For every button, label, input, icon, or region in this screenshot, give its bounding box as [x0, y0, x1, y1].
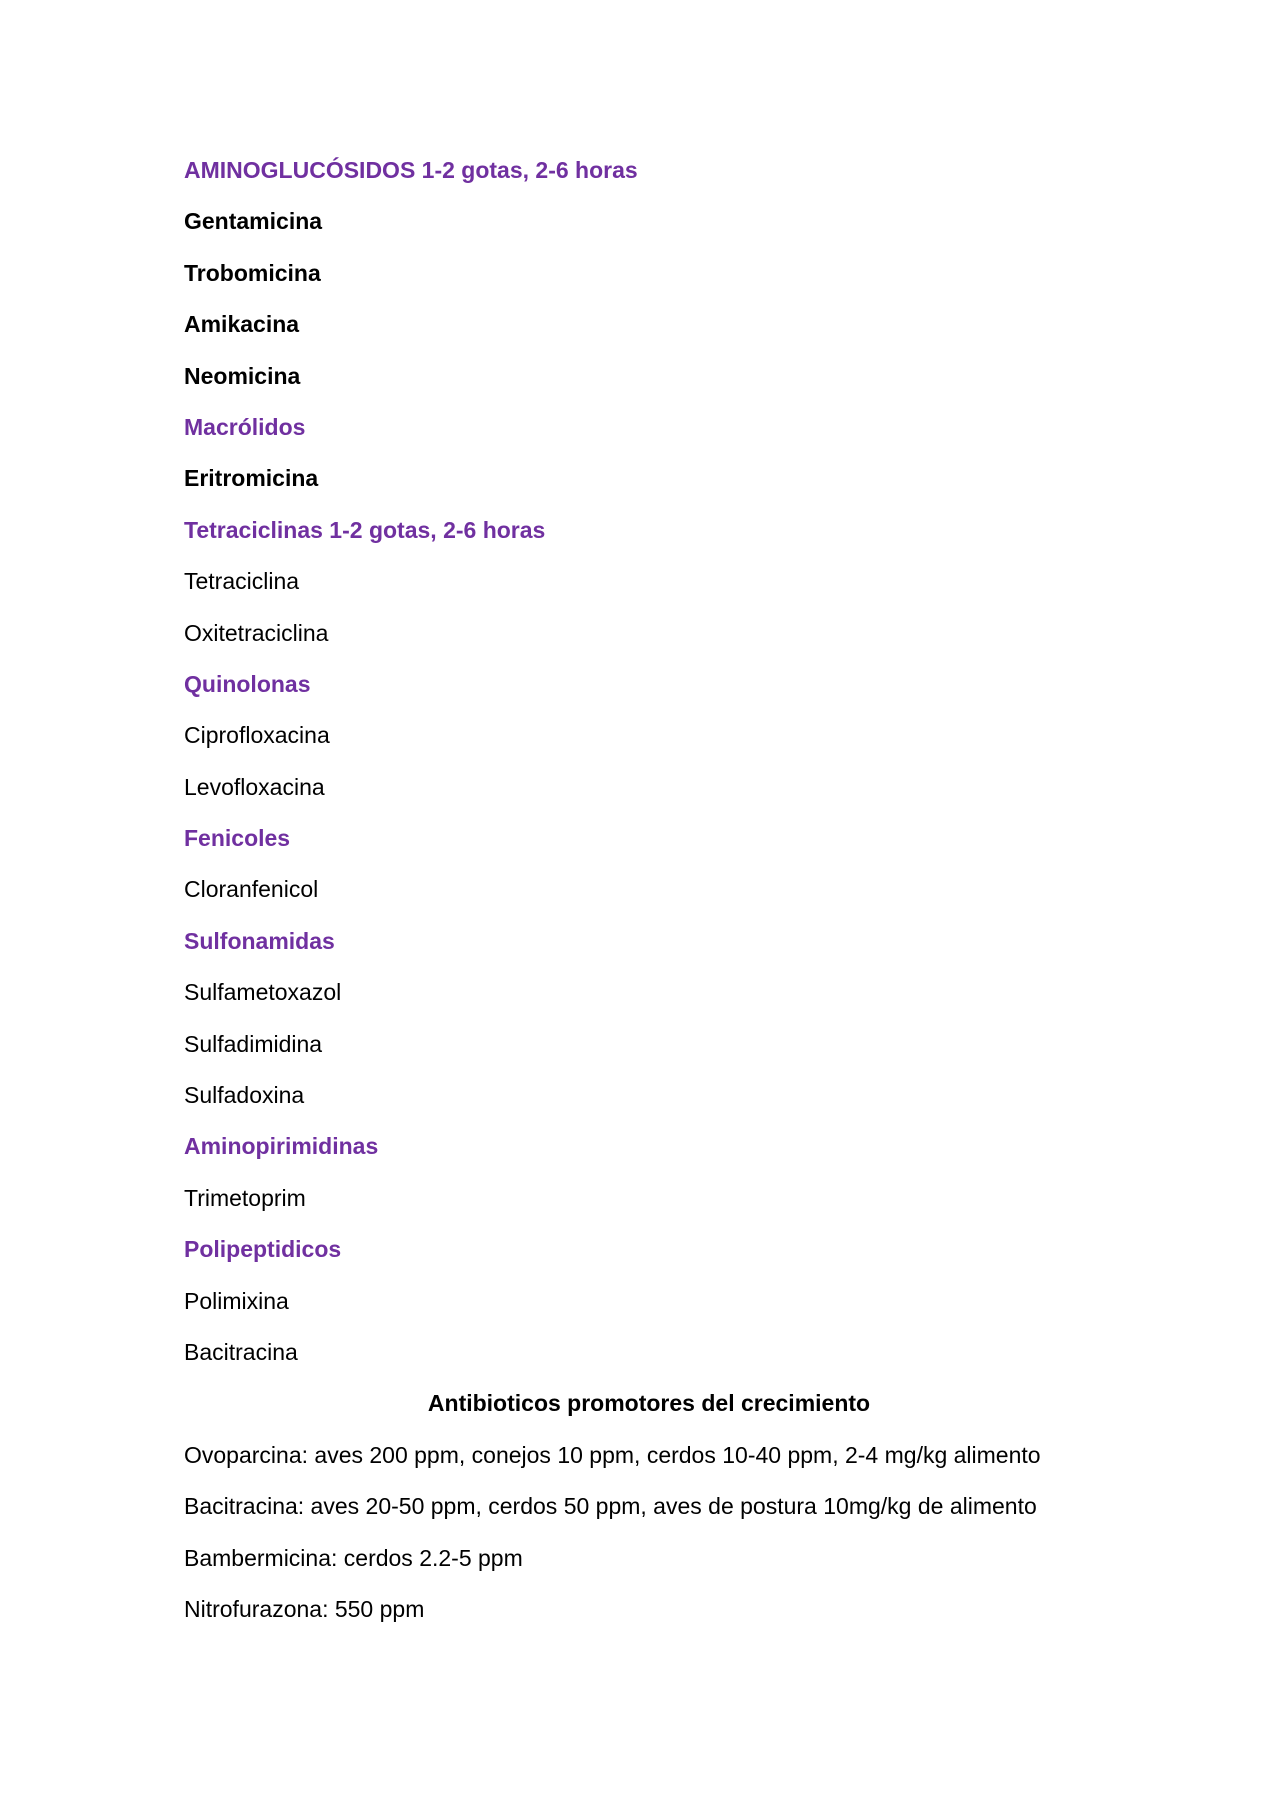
item-trimetoprim: Trimetoprim [184, 1184, 306, 1211]
heading-sulfonamidas: Sulfonamidas [184, 927, 335, 954]
item-oxitetraciclina: Oxitetraciclina [184, 619, 329, 646]
dose-bambermicina: Bambermicina: cerdos 2.2-5 ppm [184, 1544, 523, 1571]
item-polimixina: Polimixina [184, 1287, 289, 1314]
item-neomicina: Neomicina [184, 362, 301, 389]
item-sulfametoxazol: Sulfametoxazol [184, 979, 342, 1006]
item-levofloxacina: Levofloxacina [184, 773, 325, 800]
heading-tetraciclinas: Tetraciclinas 1-2 gotas, 2-6 horas [184, 516, 546, 543]
item-ciprofloxacina: Ciprofloxacina [184, 722, 330, 749]
item-gentamicina: Gentamicina [184, 208, 323, 235]
item-cloranfenicol: Cloranfenicol [184, 876, 319, 903]
item-amikacina: Amikacina [184, 311, 300, 338]
item-trobomicina: Trobomicina [184, 259, 321, 286]
dose-bacitracina: Bacitracina: aves 20-50 ppm, cerdos 50 ppm, aves de postura 10mg/kg de alimento [184, 1493, 1037, 1520]
dose-nitrofurazona: Nitrofurazona: 550 ppm [184, 1595, 425, 1622]
item-sulfadoxina: Sulfadoxina [184, 1082, 305, 1109]
heading-polipeptidicos: Polipeptidicos [184, 1236, 342, 1263]
heading-aminoglucosidos: AMINOGLUCÓSIDOS 1-2 gotas, 2-6 horas [184, 157, 638, 183]
dose-ovoparcina: Ovoparcina: aves 200 ppm, conejos 10 ppm, cerdos 10-40 ppm, 2-4 mg/kg alimento [184, 1441, 1041, 1468]
item-bacitracina: Bacitracina [184, 1338, 298, 1365]
heading-macrolidos: Macrólidos [184, 413, 306, 440]
document-body [184, 152, 1114, 1642]
heading-fenicoles: Fenicoles [184, 825, 291, 852]
heading-aminopirimidinas: Aminopirimidinas [184, 1133, 379, 1160]
item-tetraciclina: Tetraciclina [184, 568, 300, 595]
item-sulfadimidina: Sulfadimidina [184, 1030, 323, 1057]
item-eritromicina: Eritromicina [184, 465, 319, 492]
section-title-promotores: Antibioticos promotores del crecimiento [427, 1390, 871, 1417]
heading-quinolonas: Quinolonas [184, 670, 311, 697]
